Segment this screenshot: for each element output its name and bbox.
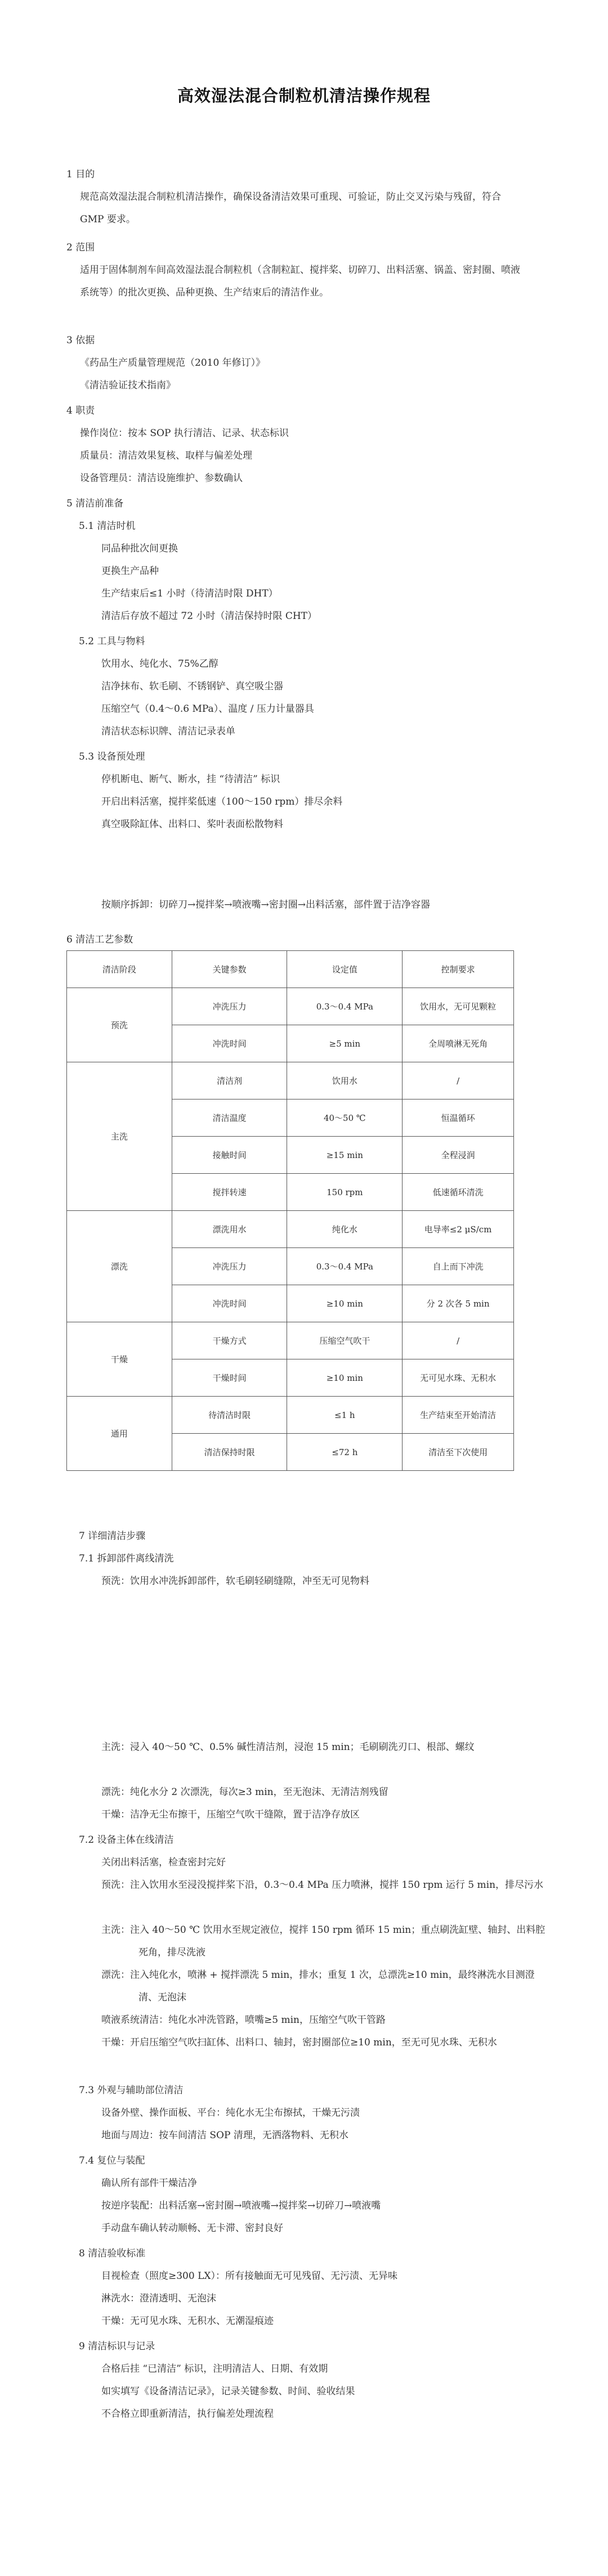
- table-cell: 冲洗压力: [172, 988, 287, 1025]
- section-1-heading: 1 目的: [66, 169, 95, 180]
- table-cell: 电导率≤2 μS/cm: [403, 1211, 514, 1248]
- table-cell: 40～50 ℃: [287, 1099, 403, 1137]
- table-cell: 清洁温度: [172, 1099, 287, 1137]
- section-5-1-item: 更换生产品种: [101, 566, 159, 577]
- table-row: [67, 988, 514, 1025]
- section-5-3-item: 真空吸除缸体、出料口、桨叶表面松散物料: [101, 819, 283, 830]
- section-4-item: 质量员：清洁效果复核、取样与偏差处理: [80, 450, 252, 461]
- section-5-3-heading: 5.3 设备预处理: [79, 751, 145, 762]
- table-cell: 纯化水: [287, 1211, 403, 1248]
- table-row: [67, 1322, 514, 1359]
- table-cell: ≥15 min: [287, 1137, 403, 1174]
- stage-cell: 主洗: [67, 1062, 172, 1211]
- section-3-item: 《清洁验证技术指南》: [80, 380, 176, 391]
- section-7-3-item: 设备外壁、操作面板、平台：纯化水无尘布擦拭，干燥无污渍: [101, 2107, 360, 2119]
- table-cell: /: [403, 1322, 514, 1359]
- section-7-1-mainwash: 主洗：浸入 40～50 ℃、0.5% 碱性清洁剂，浸泡 15 min；毛刷刷洗刃口、根部、螺纹: [101, 1742, 475, 1753]
- table-cell: 清洁剂: [172, 1062, 287, 1099]
- stage-cell: 通用: [67, 1397, 172, 1471]
- section-8-item: 干燥：无可见水珠、无积水、无潮湿痕迹: [101, 2315, 274, 2327]
- section-5-2-item: 洁净抹布、软毛刷、不锈钢铲、真空吸尘器: [101, 681, 283, 692]
- table-cell: /: [403, 1062, 514, 1099]
- stage-cell: 干燥: [67, 1322, 172, 1397]
- section-5-3-item: 开启出料活塞，搅拌桨低速（100～150 rpm）排尽余料: [101, 796, 343, 807]
- section-9-item: 如实填写《设备清洁记录》，记录关键参数、时间、验收结果: [101, 2386, 355, 2397]
- table-cell: ≥5 min: [287, 1025, 403, 1062]
- table-cell: 待清洁时限: [172, 1397, 287, 1434]
- section-5-1-item: 生产结束后≤1 小时（待清洁时限 DHT）: [101, 588, 278, 599]
- table-cell: 冲洗时间: [172, 1285, 287, 1322]
- table-cell: 全程浸润: [403, 1137, 514, 1174]
- section-7-2-item: 主洗：注入 40～50 ℃ 饮用水至规定液位，搅拌 150 rpm 循环 15 min；重点刷洗缸壁、轴封、出料腔死角，排尽洗液: [101, 1924, 546, 1958]
- section-7-2-item: 干燥：开启压缩空气吹扫缸体、出料口、轴封，密封圈部位≥10 min，至无可见水珠、无积水: [101, 2037, 497, 2048]
- table-row: [67, 1211, 514, 1248]
- section-5-2-item: 饮用水、纯化水、75%乙醇: [101, 658, 218, 670]
- table-cell: 饮用水: [287, 1062, 403, 1099]
- table-header-cell: 控制要求: [403, 951, 514, 988]
- table-cell: 接触时间: [172, 1137, 287, 1174]
- section-6-heading: 6 清洁工艺参数: [66, 934, 133, 945]
- section-7-1-rinse: 漂洗：纯化水分 2 次漂洗，每次≥3 min，至无泡沫、无清洁剂残留: [101, 1787, 388, 1798]
- section-2-text: 适用于固体制剂车间高效湿法混合制粒机（含制粒缸、搅拌桨、切碎刀、出料活塞、锅盖、密封圈、喷液系统等）的批次更换、品种更换、生产结束后的清洁作业。: [80, 264, 520, 298]
- section-4-item: 操作岗位：按本 SOP 执行清洁、记录、状态标识: [80, 428, 289, 439]
- section-3-item: 《药品生产质量管理规范（2010 年修订）》: [80, 357, 266, 369]
- section-7-2-item: 喷液系统清洁：纯化水冲洗管路，喷嘴≥5 min，压缩空气吹干管路: [101, 2014, 386, 2026]
- table-cell: 分 2 次各 5 min: [403, 1285, 514, 1322]
- table-cell: 干燥时间: [172, 1359, 287, 1397]
- section-3-heading: 3 依据: [66, 335, 95, 346]
- stage-cell: 漂洗: [67, 1211, 172, 1322]
- table-cell: ≤1 h: [287, 1397, 403, 1434]
- table-cell: 全周喷淋无死角: [403, 1025, 514, 1062]
- section-8-item: 目视检查（照度≥300 LX）：所有接触面无可见残留、无污渍、无异味: [101, 2270, 397, 2282]
- section-4-item: 设备管理员：清洁设施维护、参数确认: [80, 473, 243, 484]
- table-cell: 无可见水珠、无积水: [403, 1359, 514, 1397]
- section-7-1-heading: 7.1 拆卸部件离线清洗: [79, 1553, 174, 1564]
- table-cell: ≥10 min: [287, 1285, 403, 1322]
- table-cell: 恒温循环: [403, 1099, 514, 1137]
- section-7-3-item: 地面与周边：按车间清洁 SOP 清理，无洒落物料、无积水: [101, 2130, 348, 2141]
- section-7-4-item: 按逆序装配：出料活塞→密封圈→喷液嘴→搅拌桨→切碎刀→喷液嘴: [101, 2200, 381, 2211]
- section-9-item: 不合格立即重新清洁，执行偏差处理流程: [101, 2408, 274, 2420]
- section-5-3-item: 停机断电、断气、断水，挂 “待清洁” 标识: [101, 774, 280, 785]
- section-7-4-heading: 7.4 复位与装配: [79, 2155, 145, 2166]
- table-cell: 饮用水，无可见颗粒: [403, 988, 514, 1025]
- cleaning-parameters-table: [66, 950, 514, 1471]
- section-5-2-heading: 5.2 工具与物料: [79, 636, 145, 647]
- table-cell: ≥10 min: [287, 1359, 403, 1397]
- table-header-cell: 设定值: [287, 951, 403, 988]
- section-7-1-dry: 干燥：洁净无尘布擦干，压缩空气吹干缝隙，置于洁净存放区: [101, 1809, 360, 1820]
- table-header-cell: 清洁阶段: [67, 951, 172, 988]
- table-cell: 150 rpm: [287, 1174, 403, 1211]
- section-9-heading: 9 清洁标识与记录: [79, 2341, 155, 2352]
- table-cell: 生产结束至开始清洁: [403, 1397, 514, 1434]
- section-4-heading: 4 职责: [66, 405, 95, 416]
- table-cell: 0.3～0.4 MPa: [287, 1248, 403, 1285]
- disassembly-order: 按顺序拆卸：切碎刀→搅拌桨→喷液嘴→密封圈→出料活塞，部件置于洁净容器: [101, 899, 430, 910]
- section-1-text: 规范高效湿法混合制粒机清洁操作，确保设备清洁效果可重现、可验证，防止交叉污染与残留，符合 GMP 要求。: [80, 191, 501, 225]
- section-5-1-item: 清洁后存放不超过 72 小时（清洁保持时限 CHT）: [101, 611, 318, 622]
- section-5-2-item: 清洁状态标识牌、清洁记录表单: [101, 726, 235, 737]
- table-cell: 清洁保持时限: [172, 1434, 287, 1471]
- table-cell: 冲洗压力: [172, 1248, 287, 1285]
- section-8-heading: 8 清洁验收标准: [79, 2248, 146, 2259]
- table-cell: 冲洗时间: [172, 1025, 287, 1062]
- table-cell: 搅拌转速: [172, 1174, 287, 1211]
- table-row: [67, 1062, 514, 1099]
- stage-cell: 预洗: [67, 988, 172, 1062]
- section-5-2-item: 压缩空气（0.4～0.6 MPa）、温度 / 压力计量器具: [101, 703, 314, 715]
- section-7-2-item: 预洗：注入饮用水至浸没搅拌桨下沿，0.3～0.4 MPa 压力喷淋，搅拌 150 rpm 运行 5 min，排尽污水: [101, 1879, 544, 1891]
- section-7-2-item: 关闭出料活塞，检查密封完好: [101, 1857, 226, 1868]
- table-cell: ≤72 h: [287, 1434, 403, 1471]
- table-cell: 清洁至下次使用: [403, 1434, 514, 1471]
- table-cell: 自上而下冲洗: [403, 1248, 514, 1285]
- section-7-4-item: 确认所有部件干燥洁净: [101, 2178, 197, 2189]
- section-7-heading: 7 详细清洁步骤: [79, 1531, 146, 1542]
- table-header-row: [67, 951, 514, 988]
- section-7-3-heading: 7.3 外观与辅助部位清洁: [79, 2085, 184, 2096]
- table-cell: 0.3～0.4 MPa: [287, 988, 403, 1025]
- section-7-1-prewash: 预洗：饮用水冲洗拆卸部件，软毛刷轻刷缝隙，冲至无可见物料: [101, 1576, 369, 1587]
- table-cell: 压缩空气吹干: [287, 1322, 403, 1359]
- table-row: [67, 1397, 514, 1434]
- section-7-4-item: 手动盘车确认转动顺畅、无卡滞、密封良好: [101, 2223, 283, 2234]
- section-9-item: 合格后挂 “已清洁” 标识，注明清洁人、日期、有效期: [101, 2363, 328, 2375]
- section-5-heading: 5 清洁前准备: [66, 498, 124, 509]
- table-cell: 干燥方式: [172, 1322, 287, 1359]
- section-7-2-heading: 7.2 设备主体在线清洁: [79, 1834, 174, 1846]
- table-cell: 漂洗用水: [172, 1211, 287, 1248]
- table-header-cell: 关键参数: [172, 951, 287, 988]
- section-8-item: 淋洗水：澄清透明、无泡沫: [101, 2293, 216, 2304]
- section-7-2-item: 漂洗：注入纯化水，喷淋 + 搅拌漂洗 5 min，排水；重复 1 次，总漂洗≥10 min，最终淋洗水目测澄清、无泡沫: [101, 1969, 535, 2003]
- section-5-1-heading: 5.1 清洁时机: [79, 520, 136, 532]
- document-title: 高效湿法混合制粒机清洁操作规程: [177, 86, 431, 105]
- section-2-heading: 2 范围: [66, 242, 95, 253]
- section-5-1-item: 同品种批次间更换: [101, 543, 178, 554]
- table-cell: 低速循环清洗: [403, 1174, 514, 1211]
